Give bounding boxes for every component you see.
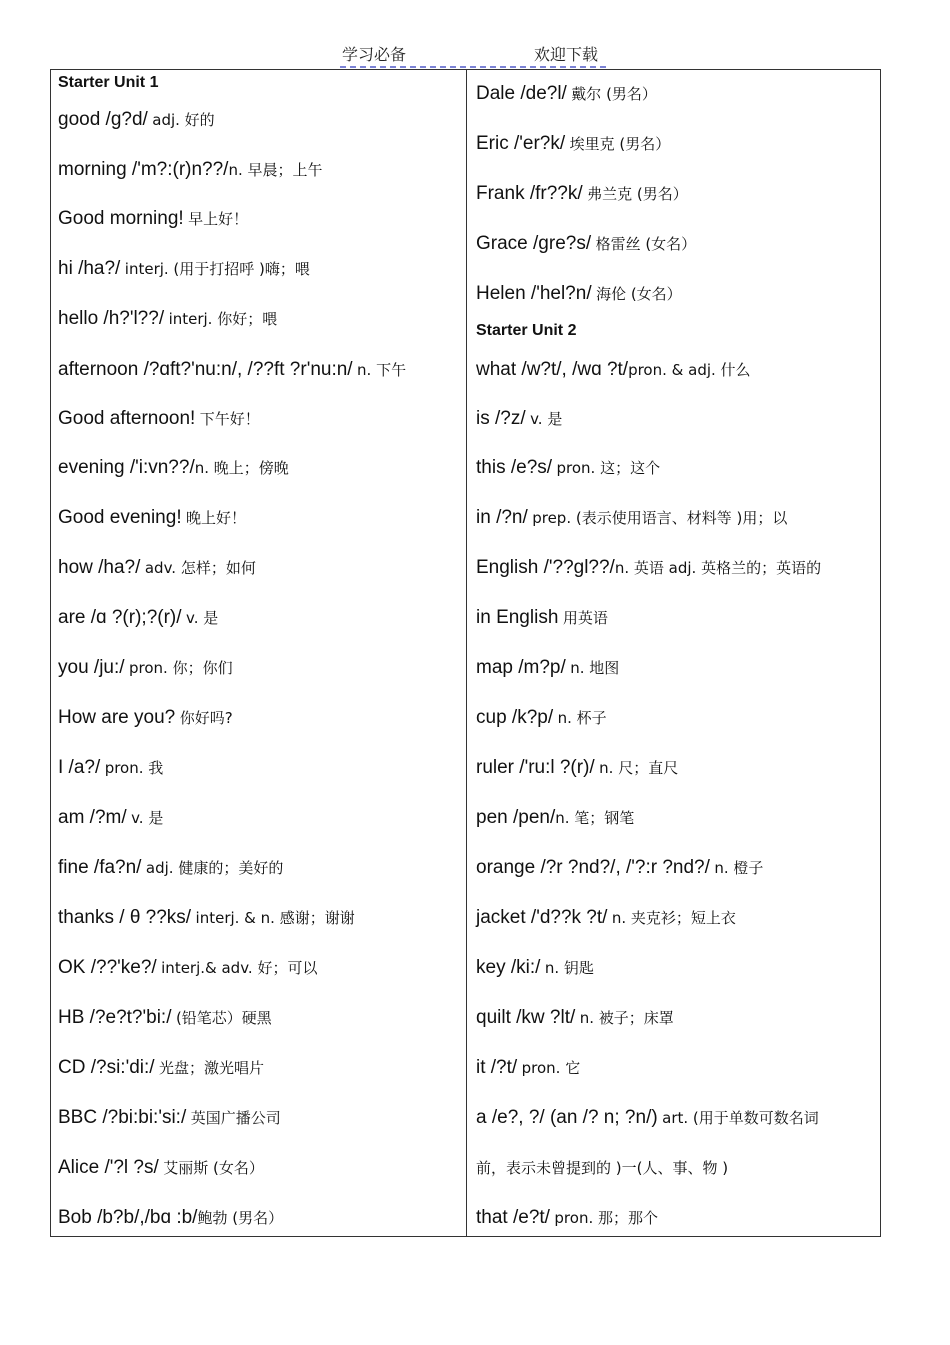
vocab-entry — [476, 282, 682, 307]
vocab-entry — [476, 232, 696, 257]
vocab-word: is /?z/ — [476, 408, 526, 429]
vocab-word: key /ki:/ — [476, 957, 541, 978]
vocab-word: are /ɑ ?(r);?(r)/ — [58, 607, 182, 628]
vocab-entry — [476, 956, 594, 981]
vocab-word: BBC /?bi:bi:'si:/ — [58, 1107, 187, 1128]
vocab-entry — [476, 606, 608, 631]
vocab-meaning: n. 夹克衫；短上衣 — [611, 909, 736, 927]
vocab-entry — [58, 257, 310, 282]
vocab-word: am /?m/ — [58, 807, 127, 828]
vocab-meaning: n. 早晨；上午 — [228, 161, 323, 179]
vocab-word: jacket /'d??k ?t/ — [476, 907, 608, 928]
vocab-word: you /ju:/ — [58, 657, 125, 678]
vocab-entry — [58, 806, 163, 831]
vocab-word: How are you? — [58, 707, 176, 728]
vocab-entry — [58, 956, 317, 981]
vocab-entry — [58, 456, 289, 481]
vocab-word: Bob /b?b/,/bɑ :b/ — [58, 1207, 198, 1228]
vocab-entry — [476, 706, 607, 731]
vocab-meaning: 你好吗? — [179, 709, 233, 727]
vocab-word: afternoon /?ɑft?'nu:n/, /??ft ?r'nu:n/ — [58, 359, 353, 380]
vocab-entry — [58, 506, 246, 531]
unit-title: Starter Unit 1 — [58, 74, 159, 91]
vocab-entry — [58, 358, 406, 383]
vocab-meaning: v. 是 — [185, 609, 219, 627]
vocab-meaning: 弗兰克 (男名） — [587, 185, 688, 203]
vocab-entry — [58, 856, 283, 881]
vocab-entry — [476, 1206, 658, 1231]
vocab-entry — [476, 358, 751, 383]
vocab-word: a /e?, ?/ (an /? n; ?n/) — [476, 1107, 658, 1128]
vocab-entry — [476, 1056, 580, 1081]
vocab-meaning: interj.& adv. 好；可以 — [161, 959, 318, 977]
vocab-meaning: 光盘；激光唱片 — [159, 1059, 265, 1077]
column-divider — [466, 70, 467, 1236]
vocab-word: CD /?si:'di:/ — [58, 1057, 155, 1078]
vocab-word: map /m?p/ — [476, 657, 566, 678]
vocab-meaning: pron. 这；这个 — [556, 459, 661, 477]
vocab-entry — [476, 656, 619, 681]
vocab-entry — [58, 1056, 264, 1081]
vocab-entry — [58, 407, 260, 432]
vocab-entry — [476, 756, 678, 781]
vocab-meaning: 英国广播公司 — [190, 1109, 281, 1127]
vocab-entry — [58, 108, 215, 133]
vocab-entry — [58, 606, 218, 631]
vocab-word: Dale /de?l/ — [476, 83, 567, 104]
vocab-entry — [58, 906, 355, 931]
vocab-word: Good afternoon! — [58, 408, 196, 429]
vocab-word: what /w?t/, /wɑ ?t/ — [476, 359, 629, 380]
vocab-word: quilt /kw ?lt/ — [476, 1007, 576, 1028]
vocab-entry — [58, 207, 248, 232]
vocab-entry — [58, 1206, 283, 1231]
vocab-entry — [58, 706, 233, 731]
vocab-word: Good morning! — [58, 208, 184, 229]
vocab-meaning: pron. 我 — [104, 759, 164, 777]
vocab-meaning: adj. 好的 — [152, 111, 215, 129]
vocab-word: English /'??gl??/ — [476, 557, 615, 578]
vocab-word: HB /?e?t?'bi:/ — [58, 1007, 172, 1028]
vocab-meaning: n. 钥匙 — [544, 959, 594, 977]
vocab-meaning: n. 下午 — [357, 361, 407, 379]
vocab-word: Helen /'hel?n/ — [476, 283, 592, 304]
vocab-entry — [58, 307, 277, 332]
vocab-meaning: prep. (表示使用语言、材料等 )用；以 — [532, 509, 788, 527]
vocab-entry — [58, 1006, 272, 1031]
vocab-meaning: n. 英语 adj. 英格兰的；英语的 — [614, 559, 822, 577]
vocab-word: Grace /gre?s/ — [476, 233, 592, 254]
vocab-word: ruler /'ru:l ?(r)/ — [476, 757, 595, 778]
vocab-entry — [58, 756, 163, 781]
vocab-word: this /e?s/ — [476, 457, 553, 478]
vocab-meaning: interj. (用于打招呼 )嗨；喂 — [124, 260, 310, 278]
vocab-meaning: n. 晚上；傍晚 — [194, 459, 289, 477]
vocab-meaning: pron. & adj. 什么 — [628, 361, 751, 379]
vocab-word: Eric /'er?k/ — [476, 133, 566, 154]
vocab-word: orange /?r ?nd?/, /'?:r ?nd?/ — [476, 857, 710, 878]
vocab-meaning: pron. 它 — [521, 1059, 581, 1077]
header-right-text: 欢迎下载 — [534, 45, 599, 64]
vocab-meaning: 艾丽斯 (女名） — [163, 1159, 264, 1177]
vocab-meaning: 用英语 — [562, 609, 608, 627]
vocab-meaning: art. (用于单数可数名词 — [662, 1109, 819, 1127]
vocab-word: fine /fa?n/ — [58, 857, 142, 878]
vocabulary-table — [50, 69, 881, 1237]
vocab-meaning: 下午好！ — [199, 410, 260, 428]
vocab-entry — [476, 82, 657, 107]
vocab-meaning: 海伦 (女名） — [596, 285, 682, 303]
vocab-meaning: adj. 健康的；美好的 — [145, 859, 284, 877]
vocab-entry — [58, 1106, 281, 1131]
vocab-word: it /?t/ — [476, 1057, 518, 1078]
vocab-entry — [476, 506, 787, 531]
vocab-meaning: n. 地图 — [570, 659, 620, 677]
vocab-word: hello /h?'l??/ — [58, 308, 165, 329]
vocab-word: thanks / θ ??ks/ — [58, 907, 192, 928]
vocab-word: good /g?d/ — [58, 109, 148, 130]
vocab-word: in English — [476, 607, 559, 628]
vocab-word: that /e?t/ — [476, 1207, 550, 1228]
vocab-meaning: v. 是 — [131, 809, 164, 827]
vocab-word: OK /??'ke?/ — [58, 957, 157, 978]
vocab-word: Good evening! — [58, 507, 182, 528]
vocab-meaning: n. 被子；床罩 — [579, 1009, 674, 1027]
vocab-word: Alice /'?l ?s/ — [58, 1157, 159, 1178]
vocab-meaning: 早上好！ — [188, 210, 249, 228]
vocab-word: cup /k?p/ — [476, 707, 554, 728]
vocab-entry — [476, 1006, 674, 1031]
vocab-meaning: v. 是 — [530, 410, 563, 428]
vocab-entry — [476, 556, 821, 581]
vocab-meaning: adv. 怎样；如何 — [144, 559, 256, 577]
vocab-entry — [476, 856, 763, 881]
vocab-word: morning /'m?:(r)n??/ — [58, 159, 229, 180]
vocab-meaning: 晚上好！ — [186, 509, 247, 527]
vocab-word: how /ha?/ — [58, 557, 141, 578]
vocab-meaning: (铅笔芯）硬黑 — [175, 1009, 272, 1027]
vocab-entry — [476, 407, 562, 432]
vocab-meaning: 埃里克 (男名） — [569, 135, 671, 153]
vocab-entry — [58, 556, 256, 581]
vocab-meaning: interj. & n. 感谢；谢谢 — [195, 909, 355, 927]
vocab-meaning: n. 杯子 — [557, 709, 607, 727]
vocab-entry — [476, 806, 634, 831]
vocab-entry — [476, 1106, 819, 1131]
vocab-entry — [58, 656, 233, 681]
vocab-meaning: n. 橙子 — [714, 859, 764, 877]
vocab-entry — [58, 1156, 264, 1181]
vocab-meaning: pron. 那；那个 — [554, 1209, 658, 1227]
vocab-meaning: n. 尺；直尺 — [599, 759, 679, 777]
vocab-meaning: 格雷丝 (女名） — [595, 235, 697, 253]
vocab-meaning: 戴尔 (男名） — [571, 85, 657, 103]
vocab-entry — [476, 906, 736, 931]
vocab-meaning: 前，表示未曾提到的 )一(人、事、物 ) — [476, 1159, 729, 1177]
vocab-meaning: pron. 你；你们 — [129, 659, 233, 677]
vocab-entry — [476, 456, 660, 481]
vocab-word: I /a?/ — [58, 757, 101, 778]
page-header — [340, 40, 606, 68]
vocab-word: pen /pen/ — [476, 807, 556, 828]
vocab-word: evening /'i:vn??/ — [58, 457, 195, 478]
vocab-entry-continuation — [476, 1156, 728, 1181]
vocab-word: Frank /fr??k/ — [476, 183, 583, 204]
vocab-word: hi /ha?/ — [58, 258, 121, 279]
vocab-entry — [58, 158, 323, 183]
vocab-meaning: 鲍勃 (男名） — [197, 1209, 284, 1227]
vocab-word: in /?n/ — [476, 507, 528, 528]
header-left-text: 学习必备 — [342, 45, 407, 64]
unit-title: Starter Unit 2 — [476, 322, 577, 339]
vocab-meaning: n. 笔；钢笔 — [555, 809, 635, 827]
vocab-entry — [476, 132, 670, 157]
vocab-entry — [476, 182, 688, 207]
vocab-meaning: interj. 你好；喂 — [168, 310, 278, 328]
